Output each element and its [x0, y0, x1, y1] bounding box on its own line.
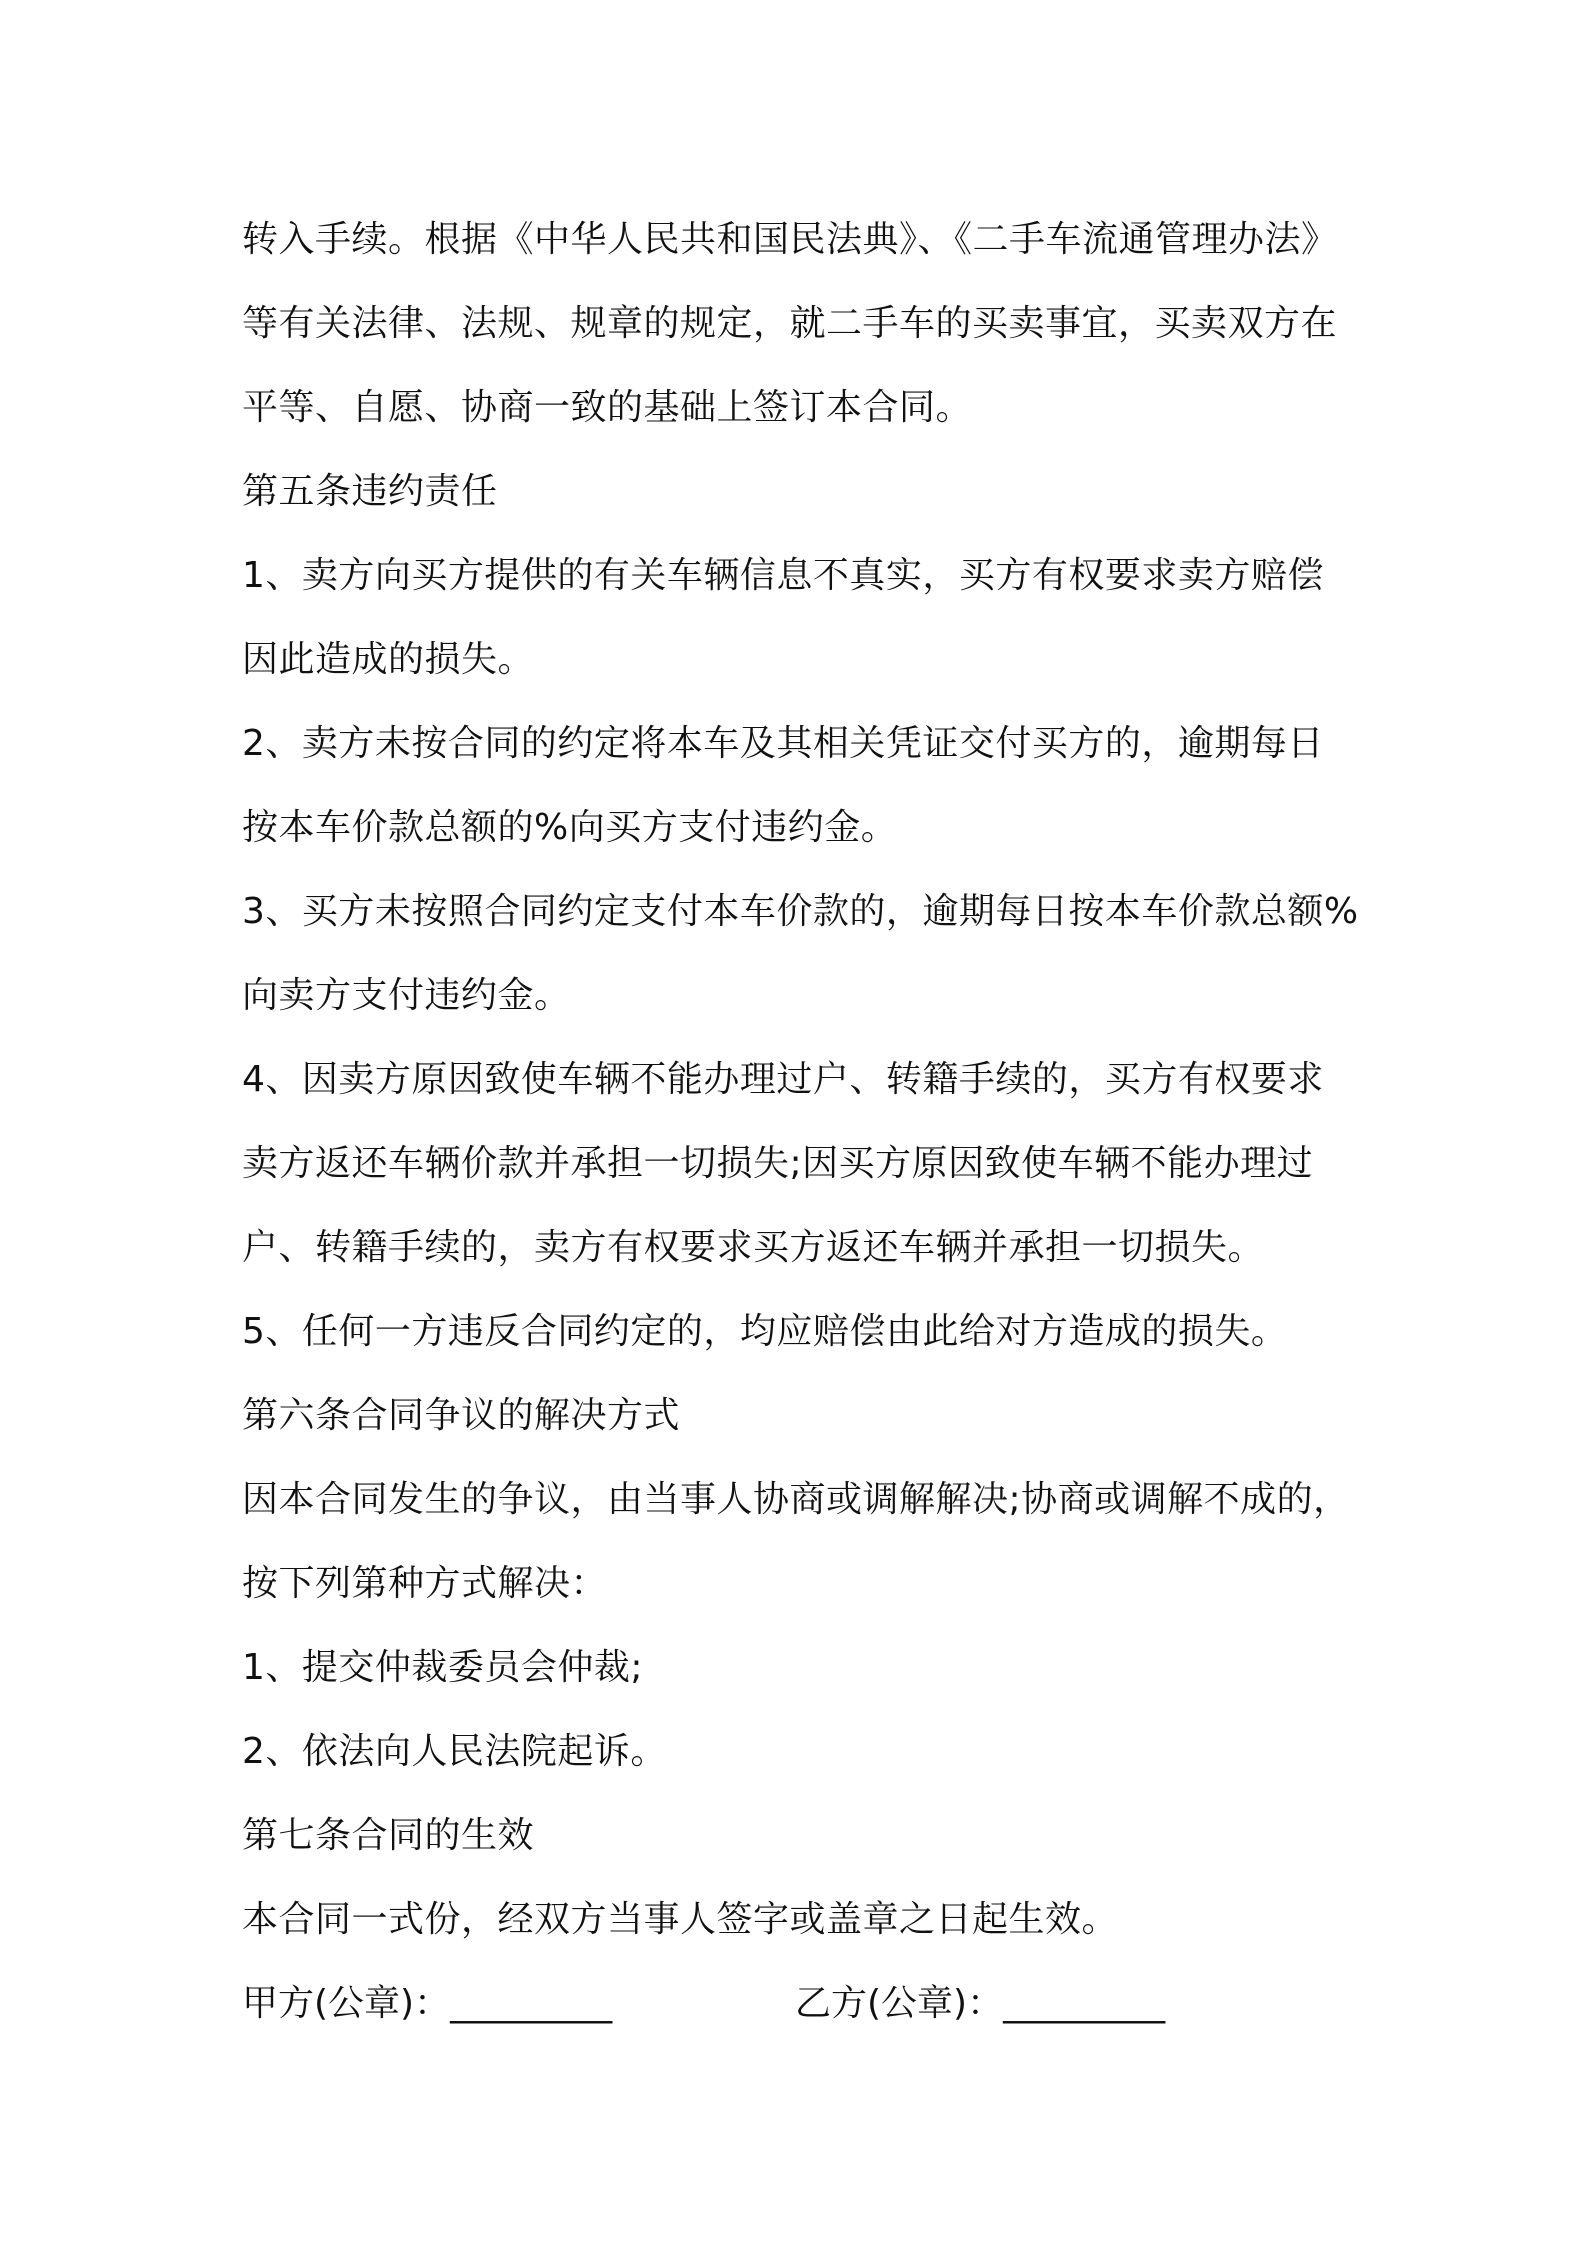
text-line: 4、因卖方原因致使车辆不能办理过户、转籍手续的，买方有权要求: [242, 1059, 1324, 1100]
text-line: 因本合同发生的争议，由当事人协商或调解解决;协商或调解不成的，: [242, 1479, 1350, 1520]
text-line: 3、买方未按照合同约定支付本车价款的，逾期每日按本车价款总额%: [242, 891, 1359, 932]
section-heading-article-6: 第六条合同争议的解决方式: [242, 1395, 681, 1436]
section-heading-article-7: 第七条合同的生效: [242, 1815, 535, 1856]
text-line: 1、提交仲裁委员会仲裁;: [242, 1647, 644, 1688]
contract-body: [242, 198, 1362, 2046]
text-line: 平等、自愿、协商一致的基础上签订本合同。: [242, 387, 973, 428]
text-line: 户、转籍手续的，卖方有权要求买方返还车辆并承担一切损失。: [242, 1227, 1265, 1268]
text-line: 本合同一式份，经双方当事人签字或盖章之日起生效。: [242, 1899, 1119, 1940]
text-line: 按下列第种方式解决：: [242, 1563, 608, 1604]
text-line: 2、依法向人民法院起诉。: [242, 1731, 667, 1772]
text-line: 等有关法律、法规、规章的规定，就二手车的买卖事宜，买卖双方在: [242, 303, 1338, 344]
party-b-signature: 乙方(公章)：_________: [795, 1983, 1166, 2024]
text-line: 按本车价款总额的%向买方支付违约金。: [242, 807, 898, 848]
text-line: 向卖方支付违约金。: [242, 975, 571, 1016]
text-line: 2、卖方未按合同的约定将本车及其相关凭证交付买方的，逾期每日: [242, 723, 1324, 764]
text-line: 5、任何一方违反合同约定的，均应赔偿由此给对方造成的损失。: [242, 1311, 1288, 1352]
text-line: 卖方返还车辆价款并承担一切损失;因买方原因致使车辆不能办理过: [242, 1143, 1314, 1184]
signature-row: [242, 1962, 1362, 2046]
text-line: 转入手续。根据《中华人民共和国民法典》、《二手车流通管理办法》: [242, 219, 1338, 260]
party-a-signature: 甲方(公章)：_________: [242, 1983, 613, 2024]
section-heading-article-5: 第五条违约责任: [242, 471, 498, 512]
text-line: 因此造成的损失。: [242, 639, 535, 680]
text-line: 1、卖方向买方提供的有关车辆信息不真实，买方有权要求卖方赔偿: [242, 555, 1324, 596]
